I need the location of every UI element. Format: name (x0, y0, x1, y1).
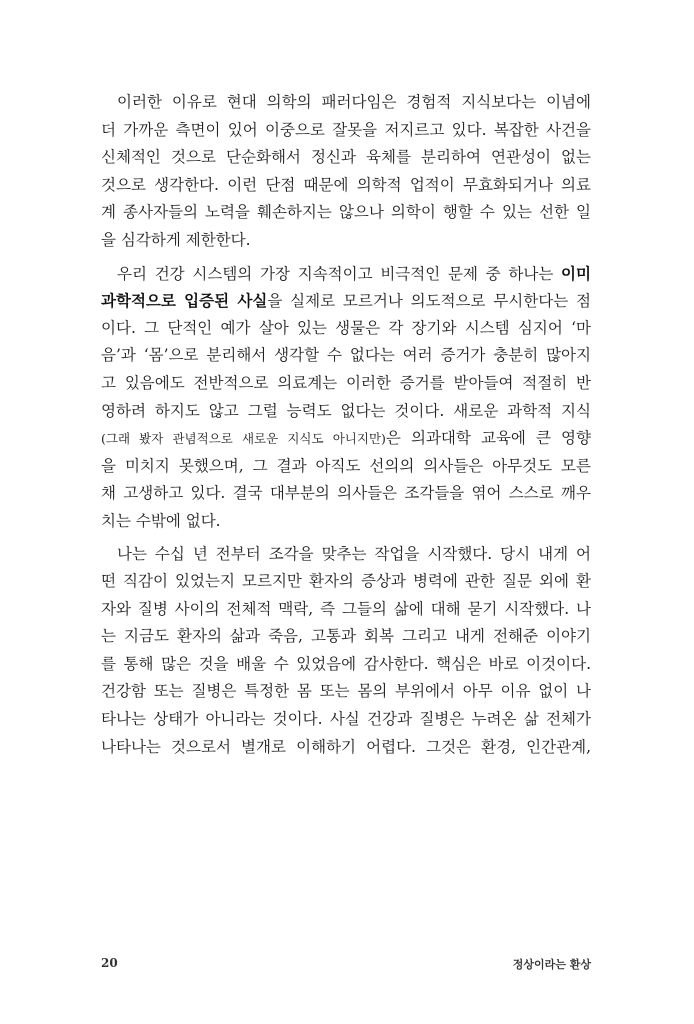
text-line: 이러한 이유로 현대 의학의 패러다임은 경험적 지식보다는 이념에 (117, 93, 591, 111)
text-span: 을 실제로 모르거나 의도적으로 무시한다는 점 (267, 292, 591, 311)
text-line: 채 고생하고 있다. 결국 대부분의 의사들은 조각들을 엮어 스스로 깨우 (101, 484, 591, 503)
text-line: 나는 수십 년 전부터 조각을 맞추는 작업을 시작했다. 당시 내게 어 (117, 544, 591, 563)
text-line: 나타나는 것으로서 별개로 이해하기 어렵다. 그것은 환경, 인간관계, (101, 737, 591, 756)
text-line: 더 가까운 측면이 있어 이중으로 잘못을 저지르고 있다. 복잡한 사건을 (101, 120, 591, 139)
text-line: 타나는 상태가 아니라는 것이다. 사실 건강과 질병은 누려온 삶 전체가 (101, 710, 591, 729)
text-line: 이다. 그 단적인 예가 살아 있는 생물은 각 장기와 시스템 심지어 ‘마 (101, 318, 591, 337)
text-line (101, 425, 591, 453)
page-number: 20 (101, 956, 118, 970)
text-line: 것으로 생각한다. 이런 단점 때문에 의학적 업적이 무효화되거나 의료 (101, 175, 591, 194)
text-line: 떤 직감이 있었는지 모르지만 환자의 증상과 병력에 관한 질문 외에 환 (101, 572, 591, 591)
paragraph-2 (101, 260, 591, 536)
paragraph-1 (101, 89, 591, 255)
text-line: 를 통해 많은 것을 배울 수 있었음에 감사한다. 핵심은 바로 이것이다. (101, 654, 591, 673)
paragraph-3 (101, 541, 591, 762)
book-page-body (101, 89, 591, 766)
bold-emphasis: 과학적으로 입증된 사실 (101, 291, 268, 311)
text-line: 치는 수밖에 없다. (101, 511, 221, 530)
text-line: 영하려 하지도 않고 그럴 능력도 없다는 것이다. 새로운 과학적 지식 (101, 401, 591, 420)
text-line: 을 미치지 못했으며, 그 결과 아직도 선의의 의사들은 아무것도 모른 (101, 456, 591, 475)
page-footer (101, 956, 591, 976)
running-title: 정상이라는 환상 (512, 958, 591, 971)
text-line: 계 종사자들의 노력을 훼손하지는 않으나 의학이 행할 수 있는 선한 일 (101, 203, 591, 222)
text-span: 은 의과대학 교육에 큰 영향 (385, 429, 591, 448)
text-line: 신체적인 것으로 단순화해서 정신과 육체를 분리하여 연관성이 없는 (101, 148, 591, 167)
parenthetical-note: (그래 봤자 관념적으로 새로운 지식도 아니지만) (101, 431, 386, 447)
text-line: 건강함 또는 질병은 특정한 몸 또는 몸의 부위에서 아무 이유 없이 나 (101, 682, 591, 701)
text-line (101, 287, 591, 315)
text-span: 우리 건강 시스템의 가장 지속적이고 비극적인 문제 중 하나는 (117, 264, 562, 283)
text-line: 음’과 ‘몸’으로 분리해서 생각할 수 없다는 여러 증거가 충분히 많아지 (101, 346, 591, 365)
text-line: 는 지금도 환자의 삶과 죽음, 고통과 회복 그리고 내게 전해준 이야기 (101, 627, 591, 646)
text-line: 자와 질병 사이의 전체적 맥락, 즉 그들의 삶에 대해 묻기 시작했다. 나 (101, 599, 591, 618)
text-line: 을 심각하게 제한한다. (101, 230, 251, 249)
text-line (101, 260, 591, 288)
text-line: 고 있음에도 전반적으로 의료계는 이러한 증거를 받아들여 적절히 반 (101, 373, 591, 392)
bold-emphasis: 이미 (561, 263, 591, 283)
